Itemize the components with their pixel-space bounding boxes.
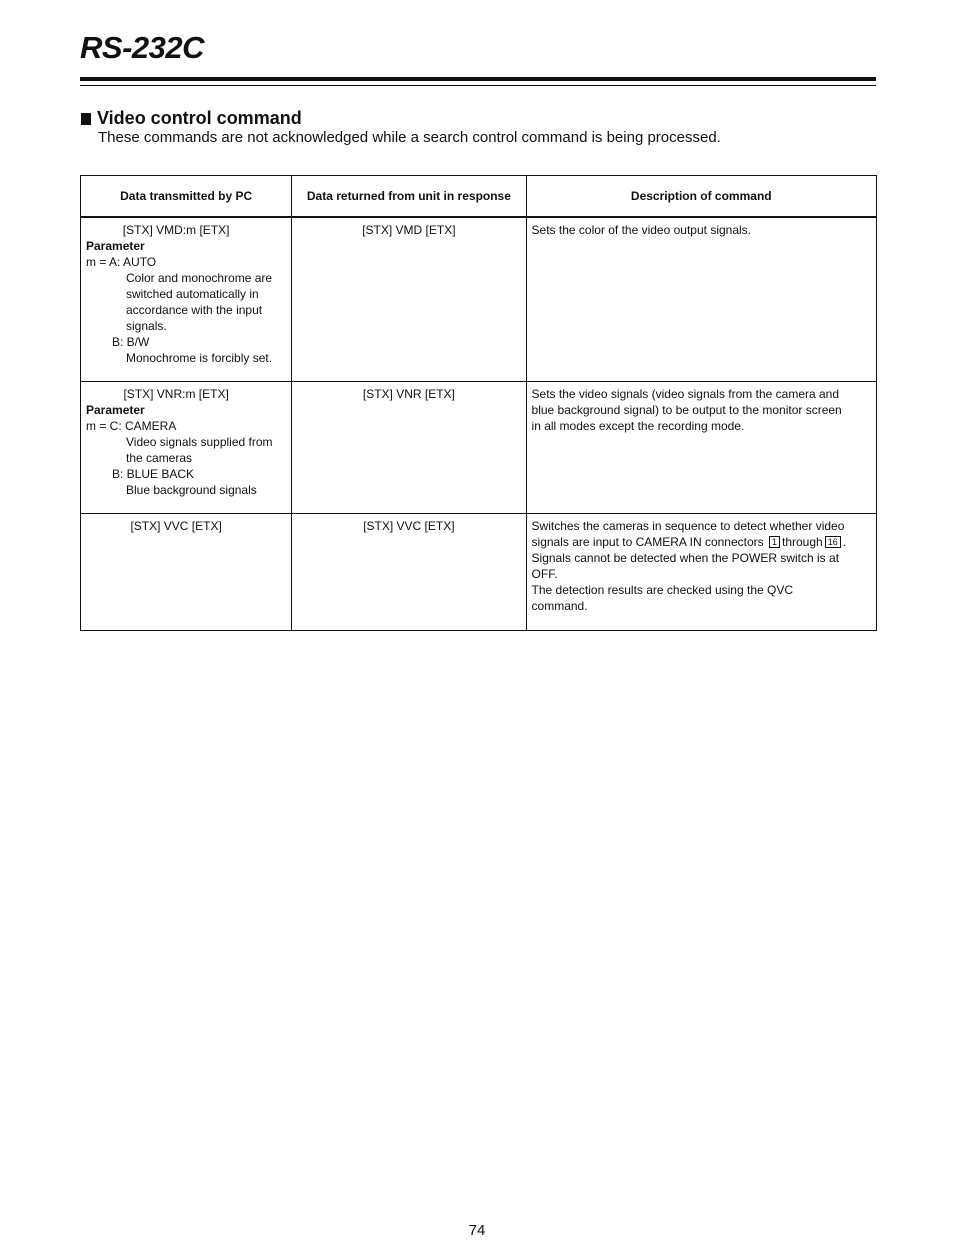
response-text: [STX] VMD [ETX] xyxy=(362,223,456,237)
section-heading-text: Video control command xyxy=(97,108,302,128)
command-table xyxy=(80,175,877,631)
response-text: [STX] VNR [ETX] xyxy=(362,386,455,401)
header-transmitted: Data transmitted by PC xyxy=(81,176,292,218)
section-heading xyxy=(81,108,302,129)
command-text: [STX] VNR:m [ETX] xyxy=(123,386,229,401)
option-description: accordance with the input xyxy=(126,303,263,317)
header-rule-thin xyxy=(80,85,876,86)
description-cell xyxy=(526,381,876,513)
page-title: RS-232C xyxy=(80,30,204,65)
parameter-option: m = A: AUTO xyxy=(86,255,157,269)
parameter-option: B: BLUE BACK xyxy=(112,466,195,481)
option-description: switched automatically in xyxy=(126,287,259,301)
description-text xyxy=(532,534,871,550)
transmitted-cell xyxy=(81,381,292,513)
square-bullet-icon xyxy=(81,113,91,125)
description-text: Signals cannot be detected when the POWER switch is at xyxy=(531,550,840,565)
description-text: OFF. xyxy=(531,566,558,581)
page-number: 74 xyxy=(468,1222,486,1239)
section-intro: These commands are not acknowledged while a search control command is being processed. xyxy=(98,129,721,146)
description-text: Switches the cameras in sequence to detect whether video xyxy=(531,518,845,533)
description-cell xyxy=(526,513,876,630)
table-row xyxy=(81,217,877,381)
description-fragment: signals are input to CAMERA IN connectors xyxy=(531,534,764,549)
description-fragment: . xyxy=(842,534,847,549)
command-text: [STX] VVC [ETX] xyxy=(130,518,222,533)
option-description: the cameras xyxy=(126,450,193,465)
table-row xyxy=(81,513,877,630)
response-text: [STX] VVC [ETX] xyxy=(363,518,455,533)
parameter-option: B: B/W xyxy=(112,335,150,349)
description-text: blue background signal) to be output to the monitor screen xyxy=(531,402,842,417)
transmitted-cell xyxy=(81,217,292,381)
description-text: Sets the color of the video output signals. xyxy=(531,223,751,237)
parameter-option: m = C: CAMERA xyxy=(86,418,177,433)
description-text: The detection results are checked using the QVC xyxy=(531,582,794,597)
parameter-label: Parameter xyxy=(86,402,145,417)
header-description: Description of command xyxy=(526,176,876,218)
header-rule-thick xyxy=(80,77,876,81)
header-returned: Data returned from unit in response xyxy=(292,176,526,218)
option-description: Video signals supplied from xyxy=(126,434,273,449)
table-row xyxy=(81,381,877,513)
response-cell xyxy=(292,217,526,381)
command-text: [STX] VMD:m [ETX] xyxy=(122,223,230,237)
option-description: Monochrome is forcibly set. xyxy=(126,351,273,365)
description-text: command. xyxy=(531,598,588,613)
response-cell xyxy=(292,381,526,513)
connector-number-from: 1 xyxy=(769,536,780,548)
description-text: Sets the video signals (video signals from the camera and xyxy=(531,386,840,401)
response-cell xyxy=(292,513,526,630)
option-description: Color and monochrome are xyxy=(126,271,273,285)
transmitted-cell xyxy=(81,513,292,630)
option-description: signals. xyxy=(126,319,167,333)
table-header-row xyxy=(81,176,877,218)
parameter-label: Parameter xyxy=(86,239,145,253)
description-fragment: through xyxy=(782,534,823,549)
description-cell xyxy=(526,217,876,381)
description-text: in all modes except the recording mode. xyxy=(531,418,745,433)
option-description: Blue background signals xyxy=(126,482,257,497)
connector-number-to: 16 xyxy=(825,536,841,548)
